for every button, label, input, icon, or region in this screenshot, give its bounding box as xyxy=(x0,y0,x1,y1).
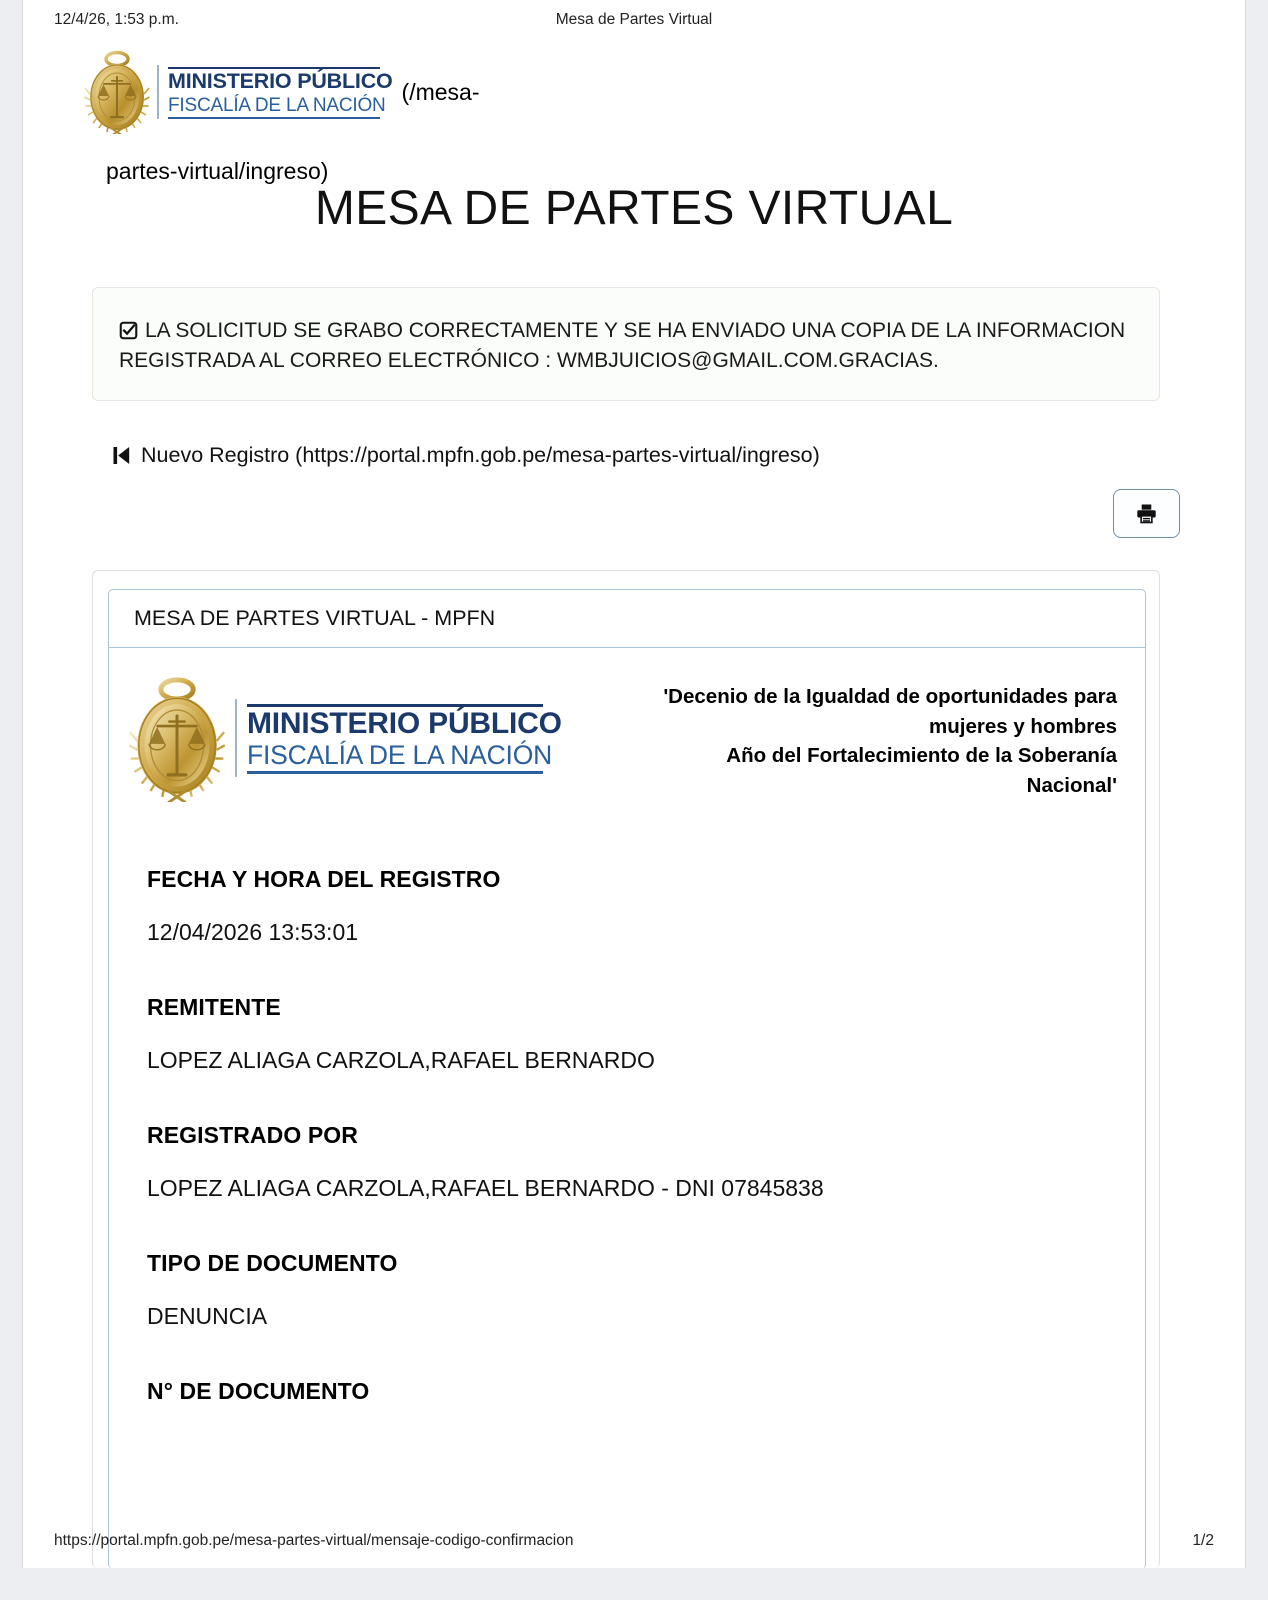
ministerio-publico-logo xyxy=(83,50,393,134)
field-label: N° DE DOCUMENTO xyxy=(147,1378,370,1404)
printed-page-sheet xyxy=(22,0,1246,1568)
print-footer xyxy=(23,1532,1245,1554)
registration-fields xyxy=(109,802,1145,1405)
brand-wordmark xyxy=(168,65,393,119)
print-header xyxy=(23,11,1245,33)
field-value: 12/04/2026 13:53:01 xyxy=(147,919,359,945)
brand-line-2: FISCALÍA DE LA NACIÓN xyxy=(247,740,553,771)
registration-card xyxy=(92,570,1160,1568)
nuevo-registro-link[interactable] xyxy=(113,443,820,468)
print-doc-title: Mesa de Partes Virtual xyxy=(555,11,713,28)
field-fecha-y-hora-del-registro xyxy=(147,866,1145,946)
print-footer-url: https://portal.mpfn.gob.pe/mesa-partes-virtual/mensaje-codigo-confirmacion xyxy=(54,1532,574,1549)
print-footer-page-number: 1/2 xyxy=(1192,1532,1214,1549)
panel-title: MESA DE PARTES VIRTUAL - MPFN xyxy=(134,606,496,630)
lema-line: 'Decenio de la Igualdad de oportunidades para xyxy=(663,685,1117,708)
brand-divider xyxy=(235,699,237,777)
panel-header xyxy=(109,590,1145,648)
panel-brand-wordmark xyxy=(247,702,562,774)
field-label: REGISTRADO POR xyxy=(147,1122,358,1148)
print-button[interactable] xyxy=(1113,489,1180,538)
printer-icon xyxy=(1135,502,1158,525)
field-label: FECHA Y HORA DEL REGISTRO xyxy=(147,866,501,892)
field-tipo-de-documento xyxy=(147,1250,1145,1330)
field-label: TIPO DE DOCUMENTO xyxy=(147,1250,398,1276)
panel-body xyxy=(109,648,1145,1405)
lema-line: Año del Fortalecimiento de la Soberanía xyxy=(726,744,1117,768)
panel-ministerio-publico-logo xyxy=(127,670,562,802)
field-value: DENUNCIA xyxy=(147,1303,268,1329)
brand-url-part-1: (/mesa- xyxy=(401,78,480,105)
success-alert-text-wrap xyxy=(119,316,1133,376)
brand-rule-bottom xyxy=(247,771,543,774)
header-brand-block xyxy=(83,50,1183,184)
brand-line-1: MINISTERIO PÚBLICO xyxy=(247,707,562,741)
field-numero-de-documento xyxy=(147,1378,1145,1405)
success-alert xyxy=(92,287,1160,401)
brand-line-2: FISCALÍA DE LA NACIÓN xyxy=(168,94,386,116)
field-remitente xyxy=(147,994,1145,1074)
field-label: REMITENTE xyxy=(147,994,281,1020)
field-registrado-por xyxy=(147,1122,1145,1202)
field-value: LOPEZ ALIAGA CARZOLA,RAFAEL BERNARDO - DNI 07845838 xyxy=(147,1175,824,1201)
page-title: MESA DE PARTES VIRTUAL xyxy=(314,182,954,235)
brand-rule-bottom xyxy=(168,117,380,119)
check-square-icon xyxy=(119,321,138,340)
lema-text xyxy=(572,670,1117,801)
justice-medallion-icon xyxy=(83,50,151,134)
justice-medallion-icon xyxy=(127,674,227,802)
lema-row xyxy=(109,648,1145,802)
lema-line: Nacional' xyxy=(1026,774,1117,798)
brand-line-1: MINISTERIO PÚBLICO xyxy=(168,69,393,94)
nuevo-registro-label: Nuevo Registro (https://portal.mpfn.gob.pe/mesa-partes-virtual/ingreso) xyxy=(141,443,820,467)
registration-panel xyxy=(108,589,1146,1568)
print-date: 12/4/26, 1:53 p.m. xyxy=(54,11,179,28)
brand-url-part-2: partes-virtual/ingreso) xyxy=(106,158,329,184)
field-value: LOPEZ ALIAGA CARZOLA,RAFAEL BERNARDO xyxy=(147,1047,655,1073)
lema-line: mujeres y hombres xyxy=(929,714,1117,738)
brand-divider xyxy=(157,65,159,119)
success-alert-message: LA SOLICITUD SE GRABO CORRECTAMENTE Y SE HA ENVIADO UNA COPIA DE LA INFORMACION REGISTRADA AL CORREO ELECTRÓNICO : WMBJUICIOS@GMAIL.COM.GRACIAS. xyxy=(119,319,1126,372)
skip-back-icon xyxy=(113,445,130,466)
